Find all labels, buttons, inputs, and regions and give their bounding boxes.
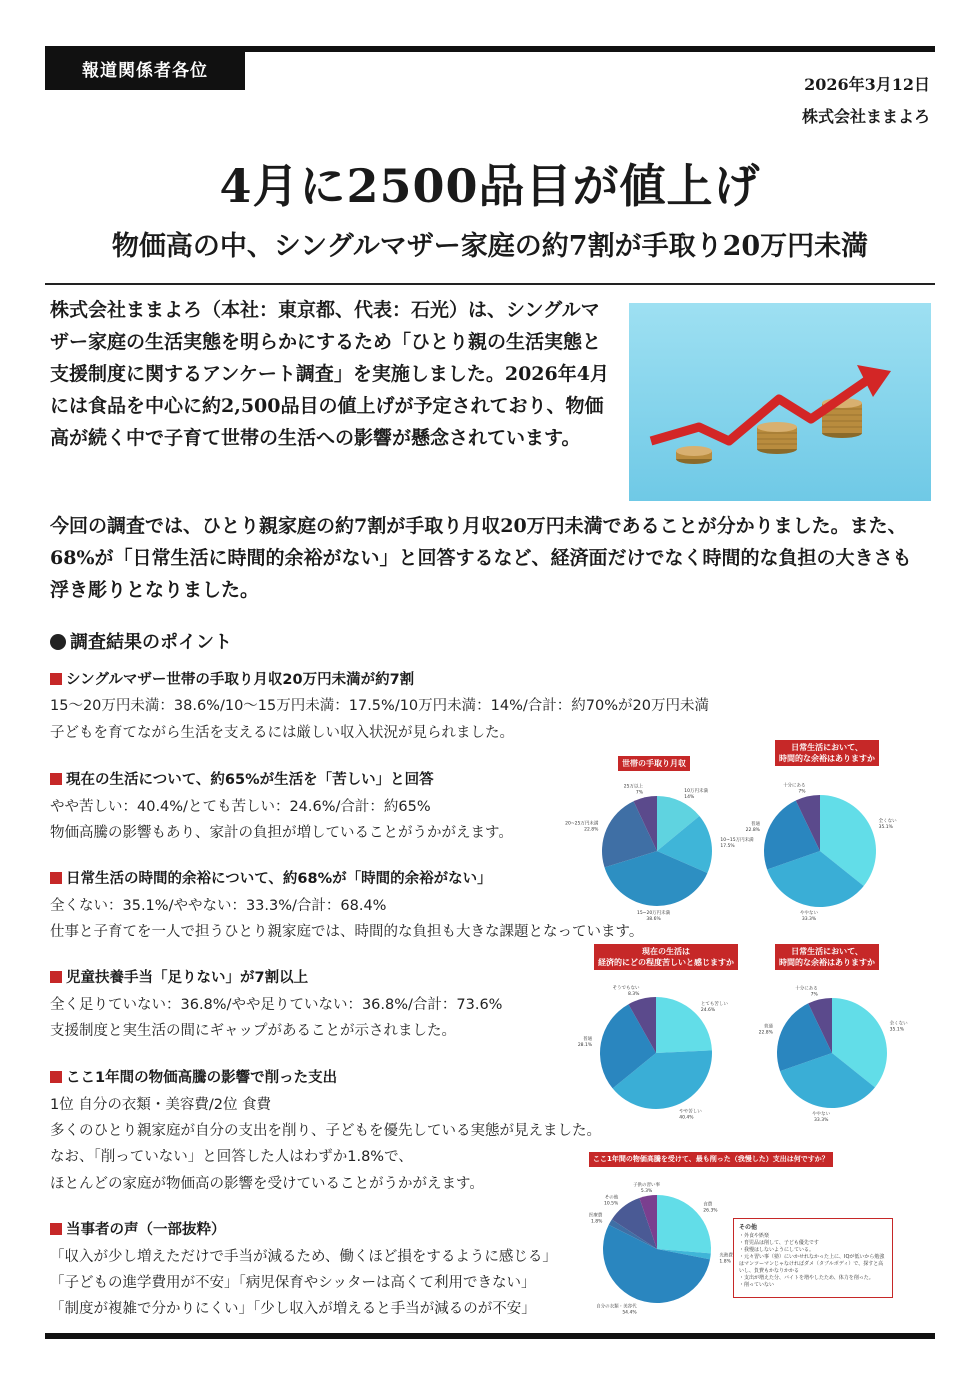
bullet-dot-icon <box>50 634 66 650</box>
points-heading <box>50 628 232 654</box>
coins-arrow-illustration <box>629 303 931 501</box>
time-pie-chart-top <box>740 775 910 925</box>
pie-label: 15~20万円未満 <box>636 910 671 916</box>
pie-label: 医療費 <box>588 1213 603 1219</box>
other-item: ・削っていない <box>739 1282 775 1288</box>
coin-stack-medium <box>757 422 797 454</box>
chart-title-time-top <box>775 740 879 766</box>
intro-paragraph-2: 今回の調査では、ひとり親家庭の約7割が手取り月収20万円未満であることが分かりました。また、68%が「日常生活に時間的余裕がない」と回答するなど、経済面だけでなく時間的な負担の大きさも浮き彫りとなりました。 <box>50 515 912 601</box>
pie-label: とても苦しい <box>700 1001 728 1007</box>
press-tag: 報道関係者各位 <box>45 46 245 90</box>
section-line: ほとんどの家庭が物価高の影響を受けていることがうかがえます。 <box>50 1176 484 1192</box>
chart-title-line: 経済的にどの程度苦しいと感じますか <box>598 958 734 967</box>
release-date: 2026年3月12日 <box>804 75 930 94</box>
living-pie-chart <box>570 980 745 1130</box>
pie-value-label: 17.5% <box>720 844 735 850</box>
pie-value-label: 26.3% <box>703 1208 718 1214</box>
other-item: ・支出が増えた分、バイトを増やしたため、体力を削った。 <box>739 1275 874 1281</box>
pie-value-label: 10.5% <box>603 1201 619 1207</box>
section-heading-income <box>50 668 414 689</box>
other-item: ・外食や娯楽 <box>739 1233 770 1239</box>
section-line: 「制度が複雑で分かりにくい」「少し収入が増えると手当が減るのが不安」 <box>50 1301 536 1317</box>
chart-title-line: 日常生活において、 <box>791 743 863 752</box>
pie-value-label: 14% <box>684 795 695 801</box>
section-heading-text: 日常生活の時間的余裕について、約68%が「時間的余裕がない」 <box>66 871 492 887</box>
other-item: ・元々習い事（塾）にいかせれなかった上に、IQが低いから勉強はマンツーマンじゃなければダメ（タブルボディ）で、探すと高いし、負費もかなりかかる <box>739 1254 885 1274</box>
chart-title-line: 時間的な余裕はありますか <box>779 754 875 763</box>
section-heading-time <box>50 867 492 888</box>
pie-value-label: 28.1% <box>577 1042 593 1048</box>
red-square-icon <box>50 673 62 685</box>
pie-value-label: 22.8% <box>745 828 760 834</box>
red-square-icon <box>50 971 62 983</box>
intro-paragraph-1: 株式会社ままよろ（本社：東京都、代表：石光）は、シングルマザー家庭の生活実態を明らかにするため「ひとり親の生活実態と支援制度に関するアンケート調査」を実施しました。2026年4月には食品を中心に約2,500品目の値上げが予定されており、物価高が続く中で子育て世帯の生活への影響が懸念されています。 <box>50 299 609 449</box>
pie-label: ややない <box>812 1112 831 1118</box>
pie-label: 20~25万円未満 <box>565 821 599 827</box>
pie-value-label: 40.4% <box>679 1115 694 1121</box>
section-line: 全くない：35.1%/ややない：33.3%/合計：68.4% <box>50 898 387 914</box>
section-line: 仕事と子育てを一人で担うひとり親家庭では、時間的な負担も大きな課題となっています。 <box>50 924 644 940</box>
other-item: ・育児品は削して、子ども優先です <box>739 1240 819 1246</box>
pie-label: 10万円未満 <box>684 789 709 795</box>
pie-label: ややない <box>800 911 819 917</box>
section-line: 多くのひとり親家庭が自分の支出を削り、子どもを優先している実態が見えました。 <box>50 1123 601 1139</box>
pie-label: 普通 <box>583 1036 593 1042</box>
time-pie-chart-bottom <box>750 980 920 1130</box>
pie-label: 十分にある <box>795 986 818 992</box>
section-line: 「子どもの進学費用が不安」「病児保育やシッターは高くて利用できない」 <box>50 1275 536 1291</box>
points-heading-text: 調査結果のポイント <box>70 632 232 653</box>
section-heading-text: 当事者の声（一部抜粋） <box>66 1222 226 1238</box>
spending-pie-chart <box>570 1180 740 1325</box>
pie-value-label: 22.8% <box>584 827 599 833</box>
section-heading-allowance <box>50 966 308 987</box>
pie-label: 子供の習い事 <box>633 1182 661 1188</box>
red-square-icon <box>50 1071 62 1083</box>
section-line: なお、「削っていない」と回答した人はわずか1.8%で、 <box>50 1149 413 1165</box>
chart-title-time-bottom <box>775 944 879 970</box>
rising-price-photo <box>629 303 931 501</box>
pie-label: 普通 <box>750 822 760 828</box>
other-answers-box <box>733 1218 893 1298</box>
section-line: 子どもを育てながら生活を支えるには厳しい収入状況が見られました。 <box>50 725 514 741</box>
pie-label: その他 <box>604 1195 619 1201</box>
pie-label: 普通 <box>763 1024 773 1030</box>
section-line: 1位 自分の衣類・美容費/2位 食費 <box>50 1097 272 1113</box>
page-subtitle: 物価高の中、シングルマザー家庭の約7割が手取り20万円未満 <box>111 231 869 262</box>
section-line: 「収入が少し増えただけで手当が減るため、働くほど損をするように感じる」 <box>50 1249 557 1265</box>
chart-title-line: 現在の生活は <box>642 947 690 956</box>
section-line: 支援制度と実生活の間にギャップがあることが示されました。 <box>50 1023 456 1039</box>
pie-value-label: 54.4% <box>622 1310 637 1316</box>
section-line: やや苦しい：40.4%/とても苦しい：24.6%/合計：約65% <box>50 799 431 815</box>
pie-label: 全くない <box>889 1021 908 1027</box>
pie-label: 食費 <box>703 1202 713 1208</box>
section-heading-spending <box>50 1066 337 1087</box>
chart-title-line: 日常生活において、 <box>791 947 863 956</box>
pie-value-label: 5.3% <box>640 1188 653 1194</box>
pie-label: そうでもない <box>612 986 640 992</box>
red-square-icon <box>50 1223 62 1235</box>
pie-label: 全くない <box>878 818 897 824</box>
chart-title-spending: ここ1年間の物価高騰を受けて、最も削った（我慢した）支出は何ですか？ <box>589 1152 833 1167</box>
pie-value-label: 1.8% <box>590 1219 603 1225</box>
chart-title-line: 時間的な余裕はありますか <box>779 958 875 967</box>
pie-value-label: 33.3% <box>814 1118 829 1124</box>
pie-value-label: 33.3% <box>801 917 817 923</box>
coin-stack-small <box>676 446 712 464</box>
section-heading-text: 現在の生活について、約65%が生活を「苦しい」と回答 <box>66 772 434 788</box>
pie-value-label: 1.8% <box>719 1259 731 1265</box>
red-square-icon <box>50 773 62 785</box>
section-heading-text: ここ1年間の物価高騰の影響で削った支出 <box>66 1070 338 1086</box>
pie-label: 25万以上 <box>623 784 644 790</box>
title-divider <box>45 283 935 285</box>
section-heading-voices <box>50 1218 226 1239</box>
company-name: 株式会社ままよろ <box>801 107 930 126</box>
pie-label: 光熱費 <box>719 1253 733 1259</box>
chart-title-income: 世帯の手取り月収 <box>618 756 690 771</box>
pie-value-label: 24.6% <box>700 1007 716 1013</box>
pie-value-label: 8.3% <box>628 992 640 998</box>
other-box-heading: その他 <box>739 1224 758 1231</box>
pie-value-label: 22.8% <box>758 1030 773 1036</box>
pie-label: 自分の衣類・美容代 <box>596 1304 637 1310</box>
section-line: 15～20万円未満：38.6%/10～15万円未満：17.5%/10万円未満：14%/合計：約70%が20万円未満 <box>50 698 709 714</box>
page-title: 4月に2500品目が値上げ <box>219 159 761 213</box>
section-heading-text: 児童扶養手当「足りない」が7割以上 <box>66 970 309 986</box>
red-square-icon <box>50 872 62 884</box>
pie-label: 10~15万円未満 <box>720 838 754 844</box>
section-heading-text: シングルマザー世帯の手取り月収20万円未満が約7割 <box>66 672 415 688</box>
section-line: 全く足りていない：36.8%/やや足りていない：36.8%/合計：73.6% <box>50 997 503 1013</box>
pie-value-label: 7% <box>635 790 644 796</box>
pie-value-label: 7% <box>810 992 818 998</box>
pie-value-label: 38.6% <box>646 916 661 922</box>
chart-title-living <box>594 944 738 970</box>
pie-value-label: 7% <box>798 789 806 795</box>
income-pie-chart <box>565 775 754 925</box>
section-line: 物価高騰の影響もあり、家計の負担が増していることがうかがえます。 <box>50 825 513 841</box>
other-item: ・我慢はしないようにしている。 <box>739 1247 815 1253</box>
pie-label: やや苦しい <box>679 1109 702 1115</box>
bottom-rule <box>45 1333 935 1339</box>
pie-label: 十分にある <box>783 783 806 789</box>
pie-value-label: 35.1% <box>889 1027 904 1033</box>
section-heading-living <box>50 768 434 789</box>
pie-value-label: 35.1% <box>878 824 893 830</box>
